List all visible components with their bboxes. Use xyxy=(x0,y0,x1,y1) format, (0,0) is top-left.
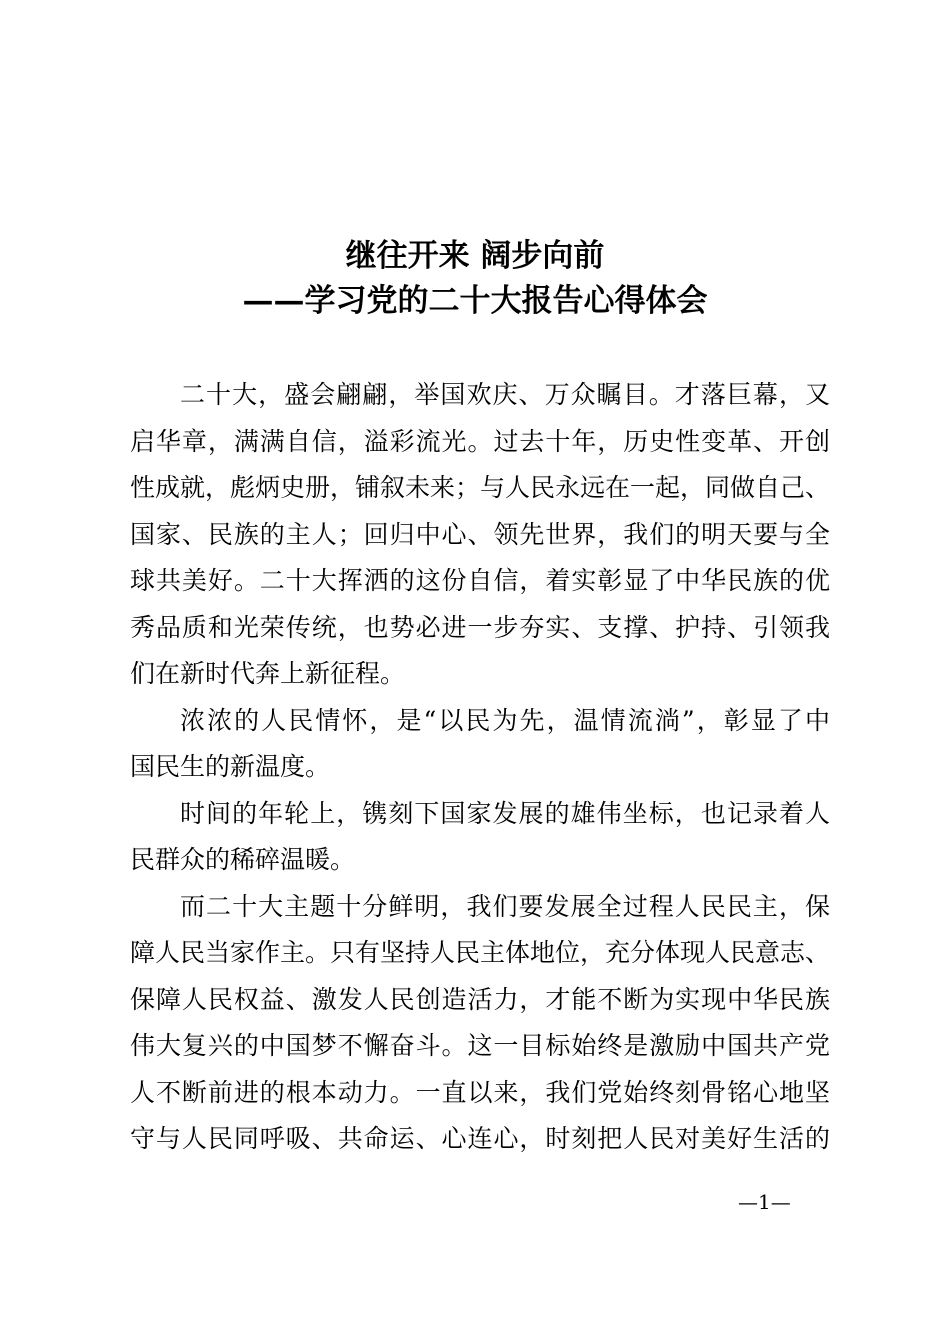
text-line: 守与人民同呼吸、共命运、心连心，时刻把人民对美好生活的 xyxy=(130,1124,830,1153)
paragraph xyxy=(130,372,830,698)
text-line: 球共美好。二十大挥洒的这份自信，着实彰显了中华民族的优 xyxy=(130,566,830,595)
document-title: 继往开来 阔步向前 xyxy=(345,238,605,274)
text-line: 秀品质和光荣传统，也势必进一步夯实、支撑、护持、引领我 xyxy=(130,612,830,642)
text-line: 们在新时代奔上新征程。 xyxy=(130,659,406,688)
text-line: 时间的年轮上，镌刻下国家发展的雄伟坐标，也记录着人 xyxy=(180,798,830,828)
document-subtitle: ——学习党的二十大报告心得体会 xyxy=(242,283,708,319)
paragraph xyxy=(130,791,830,884)
text-line: 人不断前进的根本动力。一直以来，我们党始终刻骨铭心地坚 xyxy=(130,1077,830,1107)
text-line: 国民生的新温度。 xyxy=(130,752,331,781)
text-line: 国家、民族的主人；回归中心、领先世界，我们的明天要与全 xyxy=(130,519,830,549)
text-line: 障人民当家作主。只有坚持人民主体地位，充分体现人民意志、 xyxy=(130,938,831,967)
text-line: 性成就，彪炳史册，铺叙未来；与人民永远在一起，同做自己、 xyxy=(130,473,831,502)
text-line: 伟大复兴的中国梦不懈奋斗。这一目标始终是激励中国共产党 xyxy=(130,1031,830,1060)
text-line: 启华章，满满自信，溢彩流光。过去十年，历史性变革、开创 xyxy=(130,426,830,456)
document-body xyxy=(130,372,830,1163)
paragraph xyxy=(130,698,830,791)
text-line: 二十大，盛会翩翩，举国欢庆、万众瞩目。才落巨幕，又 xyxy=(180,380,830,409)
text-line: 而二十大主题十分鲜明，我们要发展全过程人民民主，保 xyxy=(180,891,830,921)
paragraph xyxy=(130,884,830,1163)
text-line: 保障人民权益、激发人民创造活力，才能不断为实现中华民族 xyxy=(130,984,830,1014)
text-line: 浓浓的人民情怀，是“以民为先，温情流淌”，彰显了中 xyxy=(180,705,830,735)
page-number: —1— xyxy=(738,1190,791,1214)
text-line: 民群众的稀碎温暖。 xyxy=(130,845,356,874)
